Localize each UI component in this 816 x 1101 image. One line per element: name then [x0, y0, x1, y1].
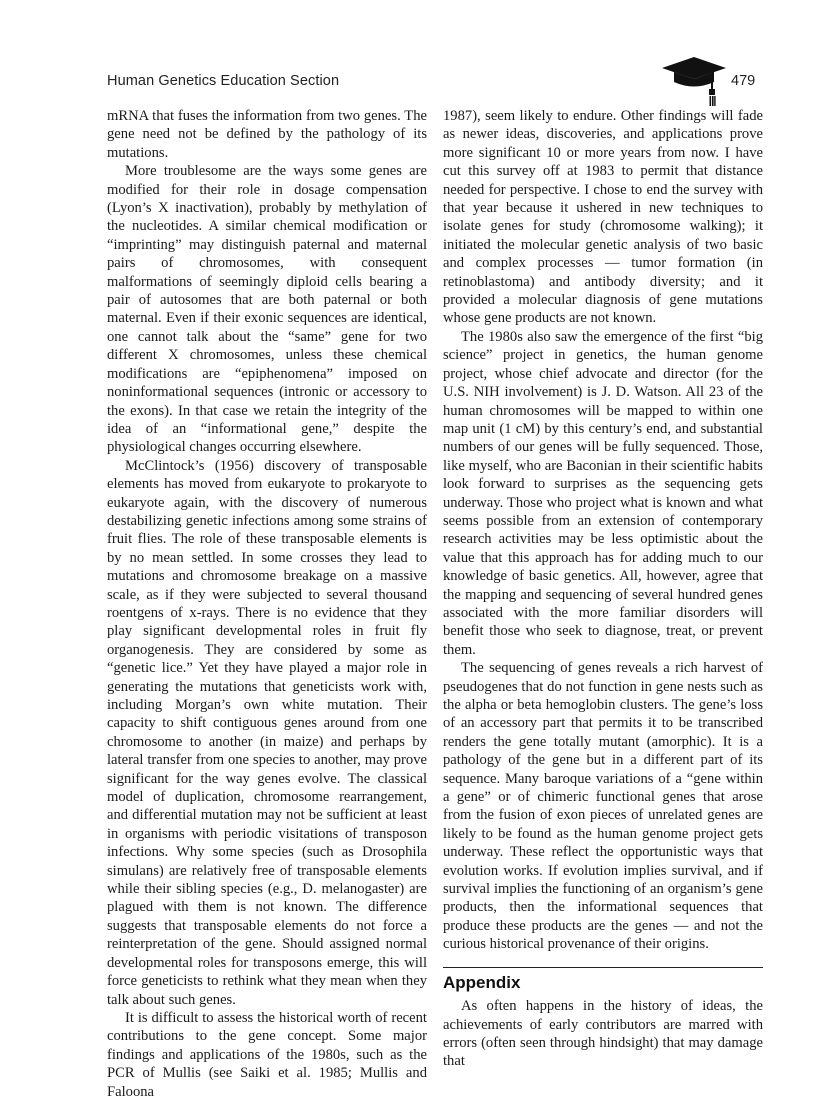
page-number: 479: [731, 73, 756, 89]
paragraph: The 1980s also saw the emergence of the first “big science” project in genetics, the human genome project, whose chief advocate and director (for the U.S. NIH involvement) is J. D. Watson. All 23 of the human chromosomes will be mapped to within one map unit (1 cM) by this century’s end, and substantial numbers of our genes will be fully sequenced. Those, like myself, who are Baconian in their scientific habits look forward to surprises as the sequencing gets underway. Those who project what is known and what seems possible from an extension of contemporary research activities may be less optimistic about the value that this approach has for adding much to our knowledge of basic genetics. All, however, agree that the mapping and sequencing of several hundred genes associated with the more familiar disorders will benefit those who seek to diagnose, treat, or prevent them.: [443, 328, 763, 658]
paragraph: More troublesome are the ways some genes are modified for their role in dosage compensation (Lyon’s X inactivation), probably by methylation of the nucleotides. A similar chemical modification or “imprinting” may distinguish paternal and maternal pairs of chromosomes, with consequent malformations of seemingly diploid cells bearing a pair of autosomes that are both paternal or both maternal. Even if their exonic sequences are identical, one cannot talk about the “same” gene for two different X chromosomes, unless these chemical modifications are “epiphenomena” imposed on noninformational sequences (intronic or accessory to the exons). In that case we retain the integrity of the idea of an “informational gene,” despite the physiological changes occurring elsewhere.: [107, 163, 427, 456]
section-divider: [443, 967, 763, 968]
paragraph: McClintock’s (1956) discovery of transposable elements has moved from eukaryote to prokaryote to eukaryote again, with the discovery of numerous destabilizing genetic infections among some strains of fruit flies. The role of these transposable elements is by no mean settled. In some crosses they lead to mutations and chromosome breakage on a massive scale, as if they were subjected to several thousand roentgens of x-rays. There is no evidence that they play significant developmental roles in fruit fly organogenesis. They are considered by some as “genetic lice.” Yet they have played a major role in generating the mutations that geneticists work with, including Morgan’s own white mutation. Their capacity to shift contiguous genes around from one chromosome to another (in maize) and perhaps by lateral transfer from one species to another, may prove significant for the way genes evolve. The classical model of duplication, chromosome rearrangement, and differential mutation may not be sufficient at least in organisms with periodic visitations of transposon infections. Why some species (such as Drosophila simulans) are relatively free of transposable elements while their sibling species (e.g., D. melanogaster) are plagued with them is not known. The difference suggests that transposable elements do not force a reinterpretation of the gene. Should assigned normal developmental roles for transposons emerge, this will force geneticists to rethink what they mean when they talk about such genes.: [107, 457, 427, 1008]
appendix-heading: Appendix: [443, 972, 521, 992]
paragraph: The sequencing of genes reveals a rich harvest of pseudogenes that do not function in gene nests such as the alpha or beta hemoglobin clusters. The gene’s loss of an accessory part that permits it to be transcribed renders the gene totally mutant (amorphic). It is a pathology of the gene but in a different part of its sequence. Many baroque variations of a “gene within a gene” or of chimeric functional genes that arose from the fusion of exon pieces of unrelated genes are likely to be found as the human genome project gets underway. These reflect the opportunistic ways that evolution works. If evolution implies survival, and if survival implies the functioning of an organism’s gene products, then the informational sequences that produce these products are the genes — and not the curious historical provenance of their origins.: [443, 660, 763, 953]
graduation-cap-icon: [660, 55, 728, 107]
paragraph: It is difficult to assess the historical worth of recent contributions to the gene concept. Some major findings and applications of the 1980s, such as the PCR of Mullis (see Saiki et al. 1985; Mullis and Faloona: [107, 1009, 427, 1100]
paragraph: 1987), seem likely to endure. Other findings will fade as newer ideas, discoveries, and applications prove more significant 10 or more years from now. I have cut this survey off at 1983 to permit that distance needed for perspective. I chose to end the survey with that year because it ushered in new techniques to isolate genes for study (chromosome walking); it initiated the molecular genetic analysis of two basic and complex processes — tumor formation (in retinoblastoma) and antibody diversity; and it provided a molecular diagnosis of gene mutations whose gene products are not known.: [443, 108, 763, 327]
right-column: [443, 107, 763, 1071]
paragraph: mRNA that fuses the information from two genes. The gene need not be defined by the pathology of its mutations.: [107, 108, 427, 161]
left-column: [107, 107, 427, 1101]
running-head: Human Genetics Education Section: [107, 73, 340, 89]
appendix-paragraph: As often happens in the history of ideas, the achievements of early contributors are marred with errors (often seen through hindsight) that may damage that: [443, 998, 763, 1070]
